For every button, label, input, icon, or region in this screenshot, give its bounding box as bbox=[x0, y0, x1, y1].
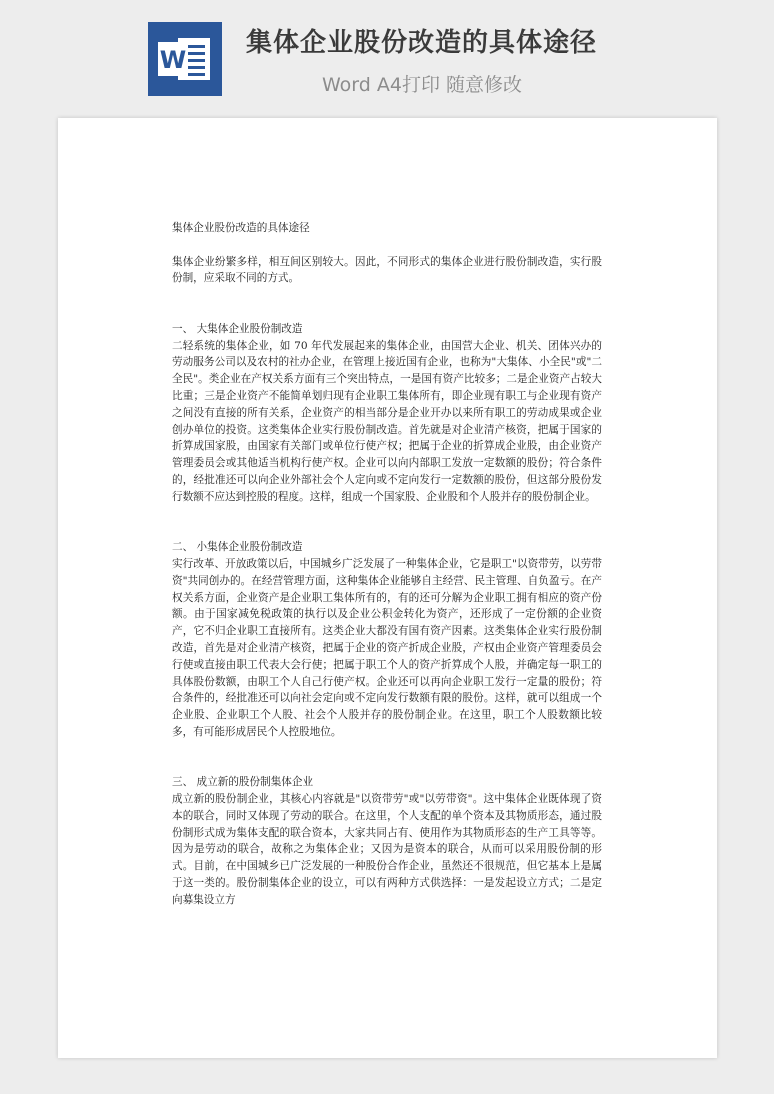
word-icon-letter: W bbox=[159, 46, 187, 74]
intro-paragraph: 集体企业纷繁多样，相互间区别较大。因此，不同形式的集体企业进行股份制改造，实行股份制，应采取不同的方式。 bbox=[172, 255, 602, 285]
section-body: 成立新的股份制企业，其核心内容就是"以资带劳"或"以劳带资"。这中集体企业既体现了资本的联合，同时又体现了劳动的联合。在这里，个人支配的单个资本及其物质形态，通过股份制形式成为集体支配的联合资本，大家共同占有、使用作为其物质形态的生产工具等等。因为是劳动的联合，故称之为集体企业；又因为是资本的联合，从而可以采用股份制的形式。目前，在中国城乡已广泛发展的一种股份合作企业，虽然还不很规范，但它基本上是属于这一类的。股份制集体企业的设立，可以有两种方式供选择：一是发起设立方式；二是定向募集设立方 bbox=[172, 793, 602, 906]
document-body bbox=[172, 220, 602, 909]
section-title: 一、 大集体企业股份制改造 bbox=[172, 322, 303, 335]
section-body: 二轻系统的集体企业，如 70 年代发展起来的集体企业，由国营大企业、机关、团体兴办的劳动服务公司以及农村的社办企业，在管理上接近国有企业，也称为"大集体、小全民"或"二全民"。类企业在产权关系方面有三个突出特点，一是国有资产比较多；二是企业资产占较大比重；三是企业资产不能简单划归现有企业职工集体所有，即企业现有职工与企业现有资产之间没有直接的所有关系，企业资产的相当部分是企业开办以来所有职工的劳动成果或企业创办单位的投资。这类集体企业实行股份制改造。首先就是对企业清产核资，把属于国家的折算成国家股，由国家有关部门或单位行使产权；把属于企业的折算成企业股，由企业资产管理委员会或其他适当机构行使产权。企业可以向内部职工发放一定数额的股份；符合条件的，经批准还可以向企业外部社会个人定向或不定向发行一定数额的股份，但这部分股份发行数额不应达到控股的程度。这样，组成一个国家股、企业股和个人股并存的股份制企业。 bbox=[172, 339, 602, 503]
section-title: 三、 成立新的股份制集体企业 bbox=[172, 776, 314, 789]
page-subtitle: Word A4打印 随意修改 bbox=[322, 74, 523, 96]
header-banner bbox=[0, 0, 774, 112]
section-title: 二、 小集体企业股份制改造 bbox=[172, 541, 303, 554]
page-title: 集体企业股份改造的具体途径 bbox=[246, 28, 598, 58]
section-body: 实行改革、开放政策以后，中国城乡广泛发展了一种集体企业，它是职工"以资带劳，以劳带资"共同创办的。在经营管理方面，这种集体企业能够自主经营、民主管理、自负盈亏。在产权关系方面，企业资产是企业职工集体所有的，有的还可分解为企业职工拥有相应的资产份额。由于国家减免税政策的执行以及企业公积金转化为资产，还形成了一定份额的企业资产，它不归企业职工直接所有。这类企业大都没有国有资产因素。这类集体企业实行股份制改造，首先是对企业清产核资，把属于企业的资产折成企业股，产权由企业资产管理委员会行使或直接由职工代表大会行使；把属于职工个人的资产折算成个人股，并确定每一职工的具体股份数额，由职工个人自己行使产权。企业还可以再向企业职工发行一定量的股份；符合条件的，经批准还可以向社会定向或不定向发行数额有限的股份。这样，就可以组成一个企业股、企业职工个人股、社会个人股并存的股份制企业。在这里，职工个人股数额比较多，有可能形成居民个人控股地位。 bbox=[172, 557, 602, 738]
document-page bbox=[58, 118, 717, 1058]
word-icon bbox=[148, 22, 222, 96]
document-heading: 集体企业股份改造的具体途径 bbox=[172, 222, 310, 234]
